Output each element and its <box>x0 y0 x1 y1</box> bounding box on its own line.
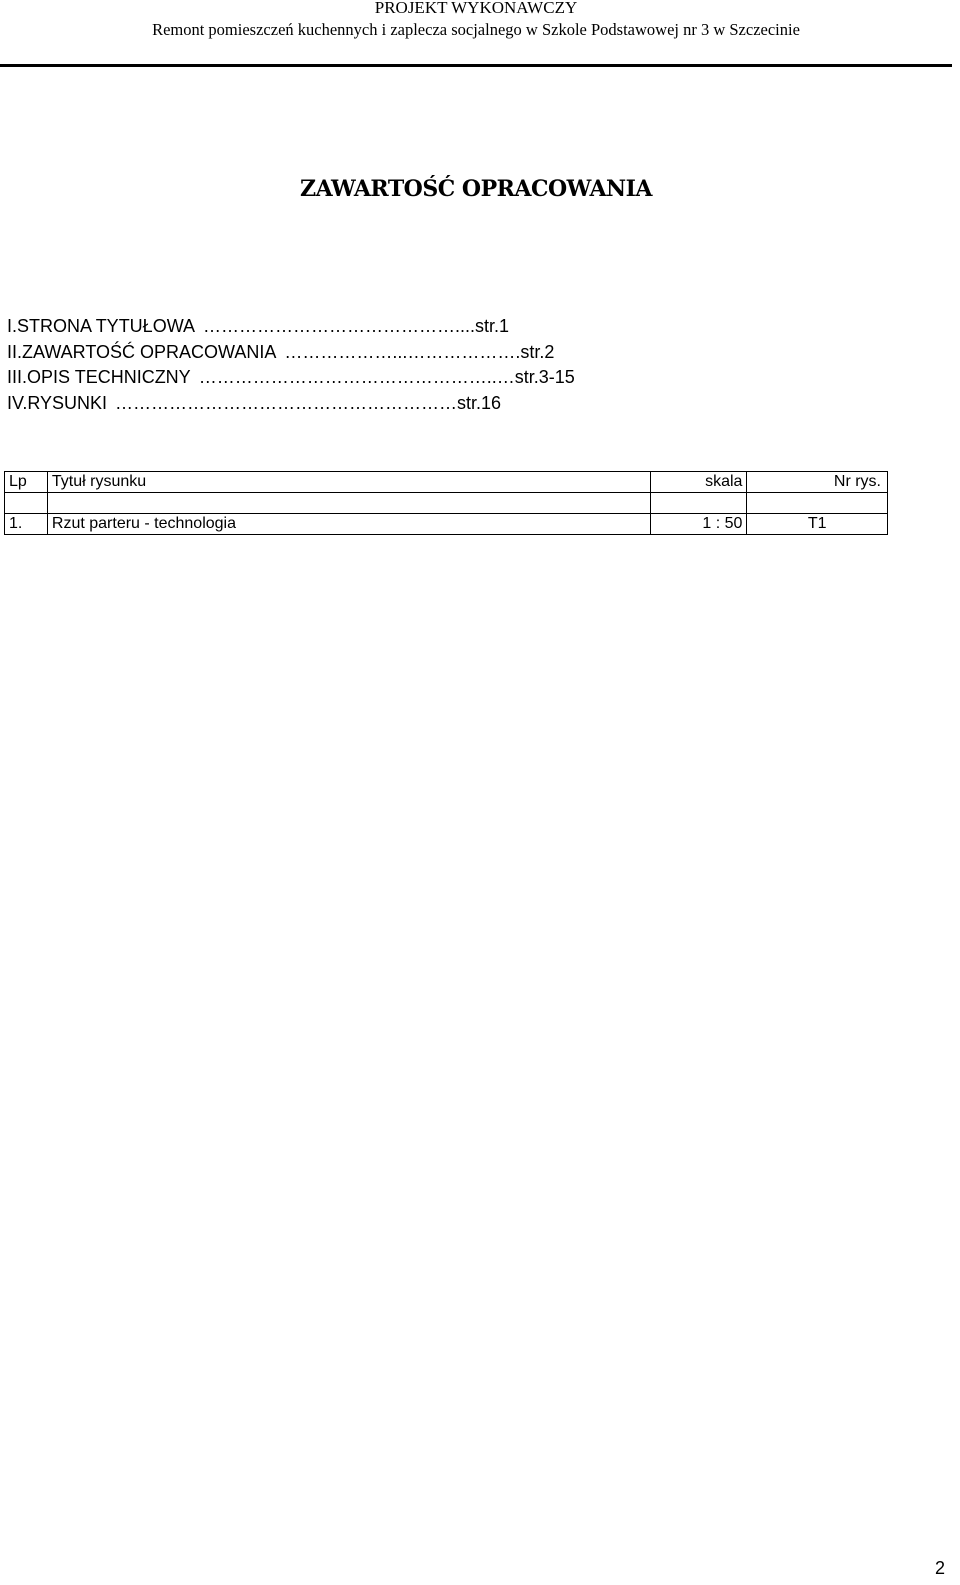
toc-item <box>7 340 877 366</box>
toc-item-leader: …………………………………….... <box>203 316 476 336</box>
header-divider <box>0 64 952 67</box>
toc-item-page: str.3-15 <box>514 367 575 387</box>
cell-scale: 1 : 50 <box>650 514 747 535</box>
table-header-row <box>5 472 888 493</box>
toc-item-page: str.2 <box>520 341 555 362</box>
table-of-contents <box>7 314 877 416</box>
spacer-cell <box>47 493 650 514</box>
header-scale: skala <box>650 472 747 493</box>
project-subtitle: Remont pomieszczeń kuchennych i zaplecza socjalnego w Szkole Podstawowej nr 3 w Szczecinie <box>152 20 800 39</box>
toc-item <box>7 365 877 391</box>
page-title: ZAWARTOŚĆ OPRACOWANIA <box>300 176 652 202</box>
spacer-cell <box>650 493 747 514</box>
table-spacer-row <box>5 493 888 514</box>
spacer-cell <box>5 493 48 514</box>
toc-item-label: III.OPIS TECHNICZNY <box>7 367 191 387</box>
cell-number: T1 <box>747 514 888 535</box>
header-lp: Lp <box>5 472 48 493</box>
toc-item-label: I.STRONA TYTUŁOWA <box>7 316 196 336</box>
toc-item-leader: ………………...………………. <box>284 341 521 362</box>
toc-item <box>7 391 877 417</box>
toc-item-page: str.16 <box>457 392 502 413</box>
toc-item-label: IV.RYSUNKI <box>7 392 108 413</box>
page-number: 2 <box>935 1558 946 1578</box>
toc-item <box>7 314 877 340</box>
cell-title: Rzut parteru - technologia <box>47 514 650 535</box>
cell-lp: 1. <box>5 514 48 535</box>
header-number: Nr rys. <box>747 472 888 493</box>
header-title: Tytuł rysunku <box>47 472 650 493</box>
spacer-cell <box>747 493 888 514</box>
toc-item-leader: ………………………………………………… <box>115 392 458 413</box>
toc-item-page: str.1 <box>475 316 510 336</box>
drawings-table <box>4 471 888 535</box>
table-row <box>5 514 888 535</box>
toc-item-label: II.ZAWARTOŚĆ OPRACOWANIA <box>7 341 277 362</box>
toc-item-leader: …………………………………………..… <box>198 367 515 387</box>
page-header <box>0 0 952 40</box>
project-type: PROJEKT WYKONAWCZY <box>374 0 578 17</box>
